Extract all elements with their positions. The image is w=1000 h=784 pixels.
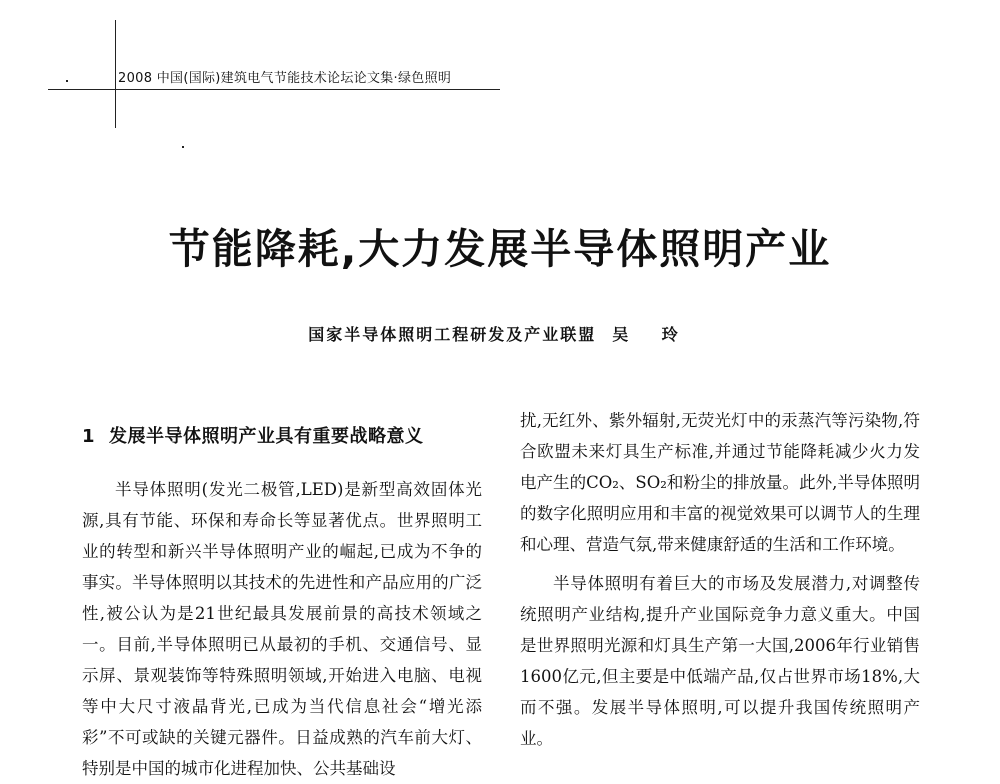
article-title: 节能降耗,大力发展半导体照明产业 [168,225,832,273]
header-horizontal-rule [48,89,500,90]
header-vertical-rule [115,20,116,128]
section-heading [82,422,482,448]
body-paragraph-continued: 扰,无红外、紫外辐射,无荧光灯中的汞蒸汽等污染物,符合欧盟未来灯具生产标准,并通过节能降耗减少火力发电产生的CO₂、SO₂和粉尘的排放量。此外,半导体照明的数字化照明应用和丰富的视觉效果可以调节人的生理和心理、营造气氛,带来健康舒适的生活和工作环境。 [520,411,920,554]
section-number: 1 [82,426,96,447]
scan-speck [182,146,184,148]
scan-speck [66,80,68,82]
section-title: 发展半导体照明产业具有重要战略意义 [109,426,424,447]
running-header: 2008 中国(国际)建筑电气节能技术论坛论文集·绿色照明 [118,71,452,86]
body-paragraph: 半导体照明有着巨大的市场及发展潜力,对调整传统照明产业结构,提升产业国际竞争力意义重大。中国是世界照明光源和灯具生产第一大国,2006年行业销售1600亿元,但主要是中低端产品,仅占世界市场18%,大而不强。发展半导体照明,可以提升我国传统照明产业。 [520,574,920,748]
right-column [520,405,920,760]
left-column [82,410,482,778]
byline [0,322,1000,345]
body-paragraph: 半导体照明(发光二极管,LED)是新型高效固体光源,具有节能、环保和寿命长等显著优点。世界照明工业的转型和新兴半导体照明产业的崛起,已成为不争的事实。半导体照明以其技术的先进性和产品应用的广泛性,被公认为是21世纪最具发展前景的高技术领域之一。目前,半导体照明已从最初的手机、交通信号、显示屏、景观装饰等特殊照明领域,开始进入电脑、电视等中大尺寸液晶背光,已成为当代信息社会“增光添彩”不可或缺的关键元器件。日益成熟的汽车前大灯、特别是中国的城市化进程加快、公共基础设 [82,480,482,778]
author-name: 吴 玲 [612,325,692,344]
author-affiliation: 国家半导体照明工程研发及产业联盟 [308,325,597,344]
